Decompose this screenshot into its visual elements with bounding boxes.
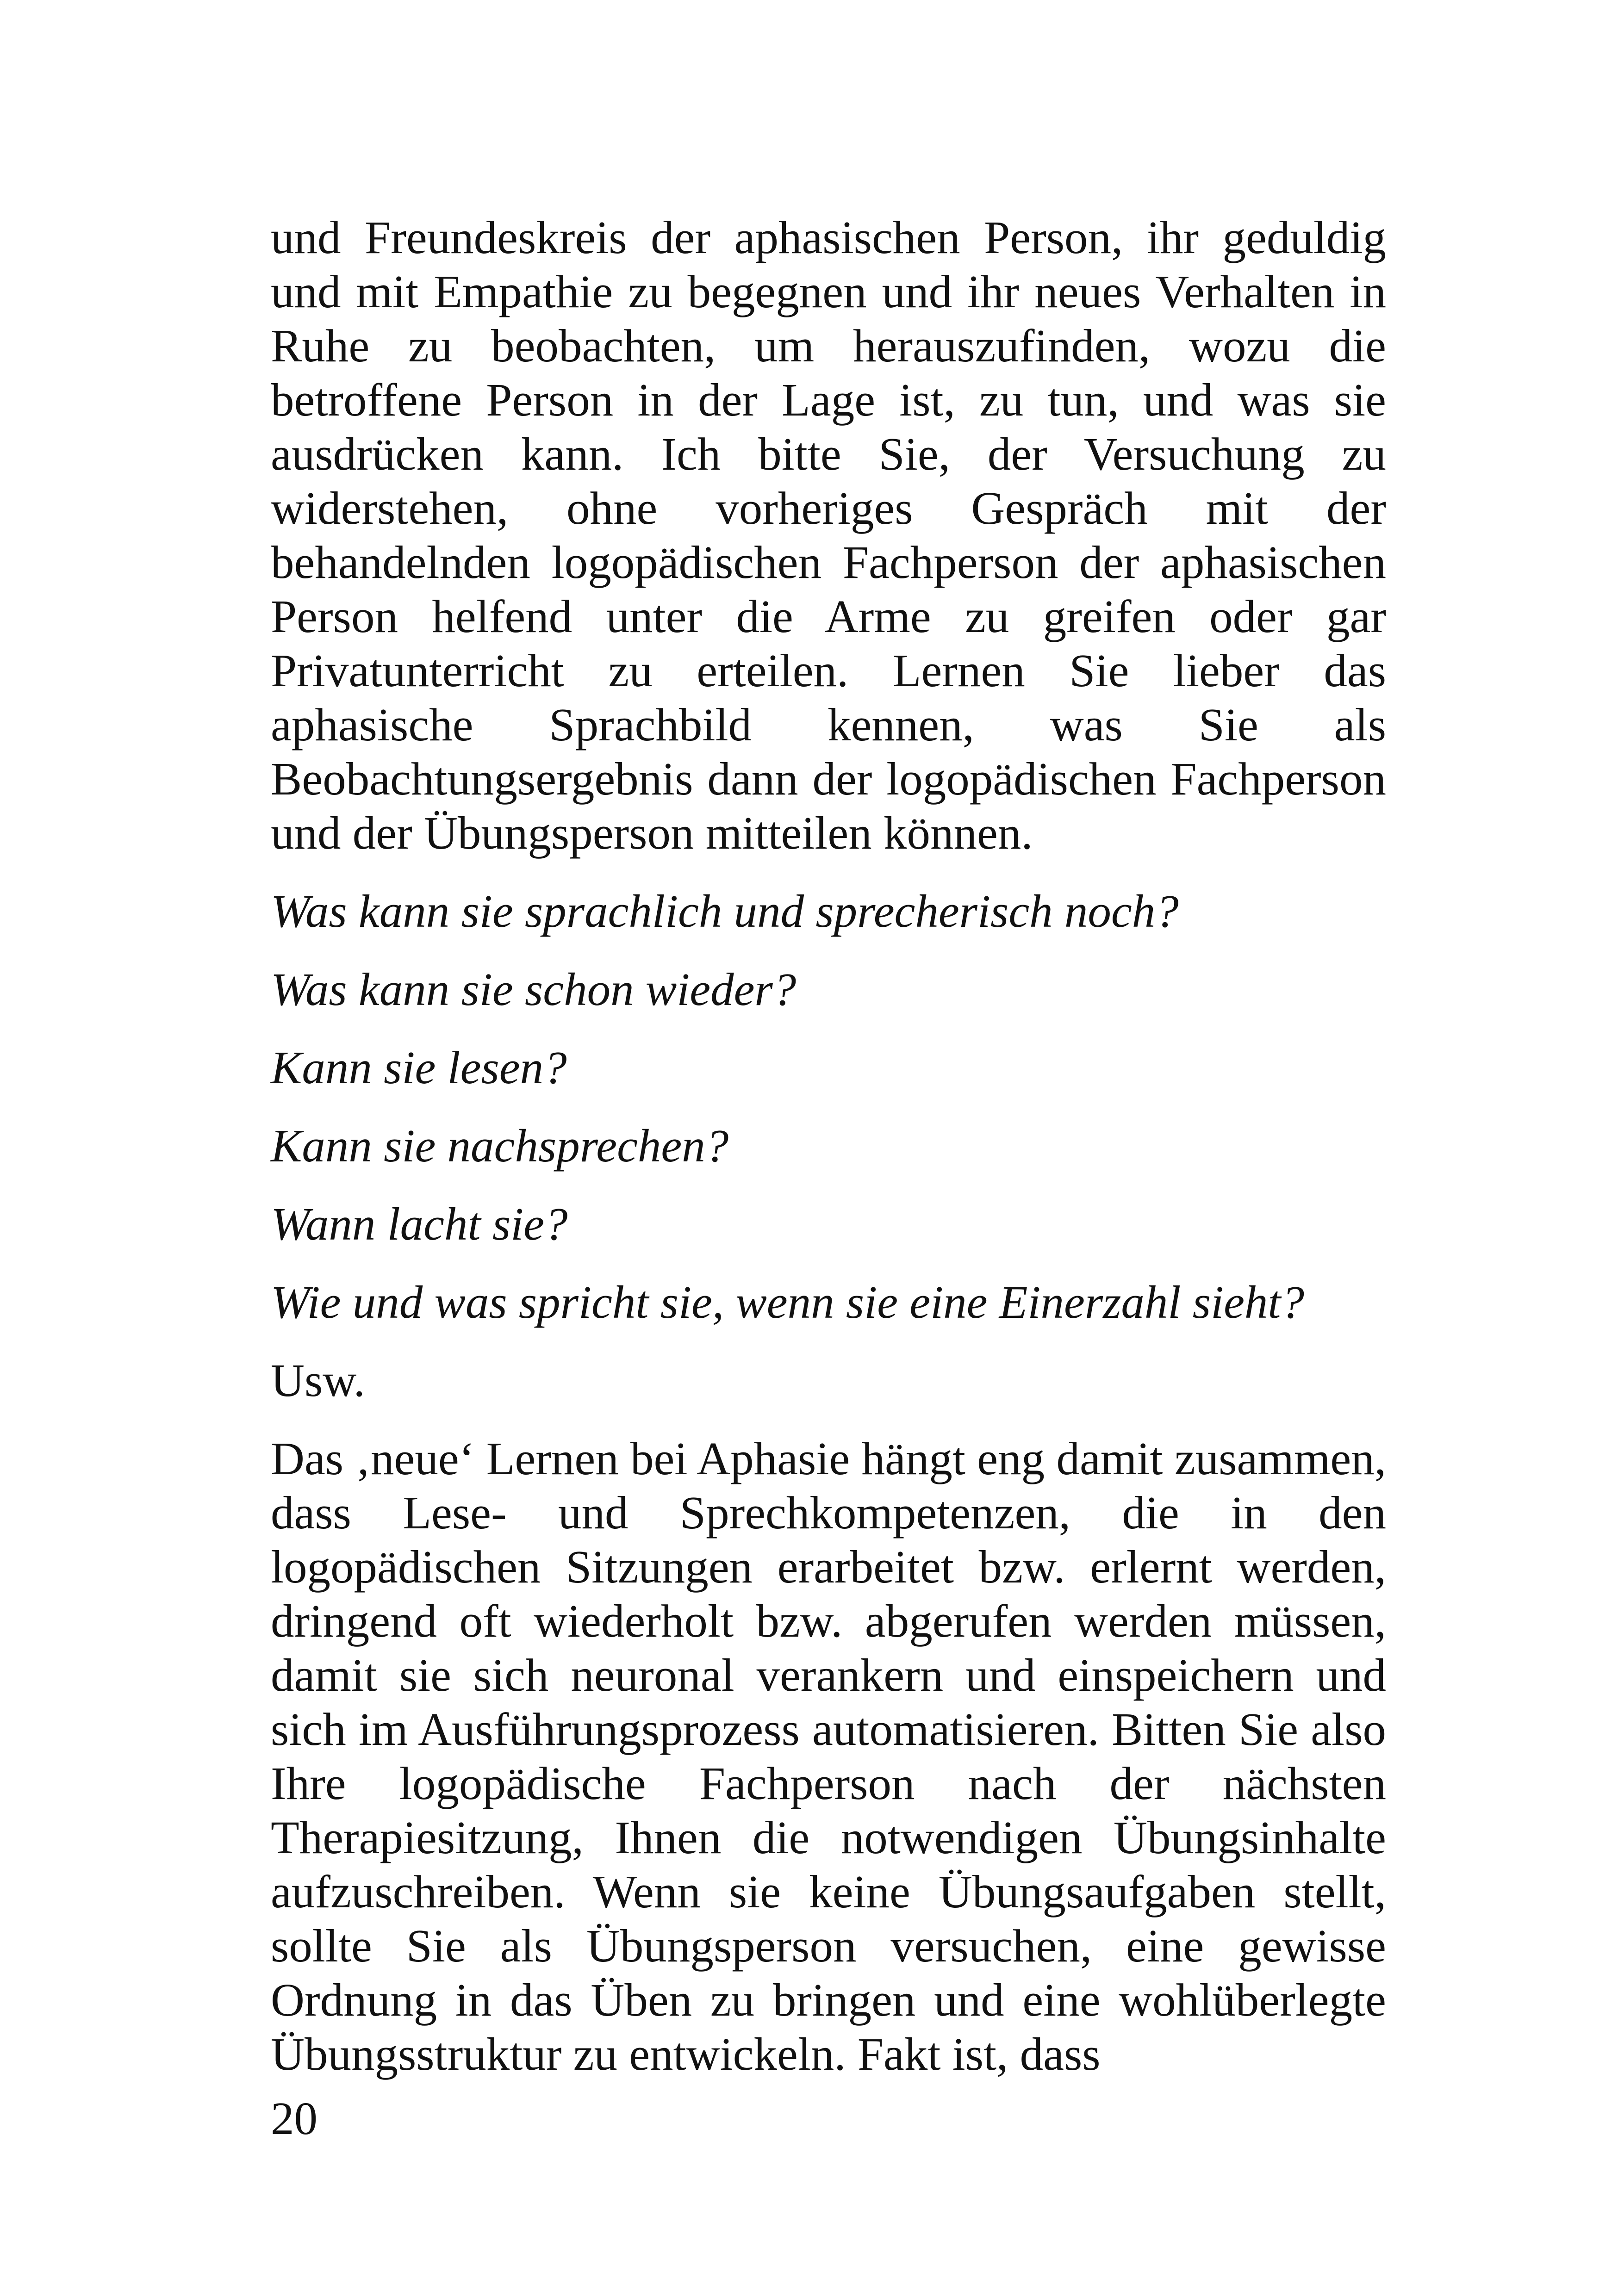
body-paragraph-2: Das ‚neue‘ Lernen bei Aphasie hängt eng damit zusammen, dass Lese- und Sprechkompetenzen, die in den logopädischen Sitzungen erarbeitet bzw. erlernt werden, dringend oft wiederholt bzw. abgerufen werden müssen, damit sie sich neuronal verankern und einspeichern und sich im Ausführungsprozess automatisieren. Bitten Sie also Ihre logopädische Fachperson nach der nächsten Therapiesitzung, Ihnen die notwendigen Übungsinhalte aufzuschreiben. Wenn sie keine Übungsaufgaben stellt, sollte Sie als Übungsperson versuchen, eine gewisse Ordnung in das Üben zu bringen und eine wohlüberlegte Übungsstruktur zu entwickeln. Fakt ist, dass xyxy=(271,1433,1386,2080)
question-2: Was kann sie schon wieder? xyxy=(271,963,797,1015)
body-paragraph-1: und Freundeskreis der aphasischen Person, ihr geduldig und mit Empathie zu begegnen und ihr neues Verhalten in Ruhe zu beobachten, um herauszufinden, wozu die betroffene Person in der Lage ist, zu tun, und was sie ausdrücken kann. Ich bitte Sie, der Versuchung zu widerstehen, ohne vorheriges Gespräch mit der behandelnden logopädischen Fachperson der aphasischen Person helfend unter die Arme zu greifen oder gar Privatunterricht zu erteilen. Lernen Sie lieber das aphasische Sprachbild kennen, was Sie als Beobachtungsergebnis dann der logopädischen Fachperson und der Übungsperson mitteilen können. xyxy=(271,211,1386,859)
page-number: 20 xyxy=(271,2092,317,2144)
usw-text: Usw. xyxy=(271,1354,365,1406)
question-5: Wann lacht sie? xyxy=(271,1198,568,1250)
page-body xyxy=(271,211,1386,2081)
question-3: Kann sie lesen? xyxy=(271,1042,567,1093)
question-6: Wie und was spricht sie, wenn sie eine Einerzahl sieht? xyxy=(271,1276,1304,1328)
question-1: Was kann sie sprachlich und sprecherisch noch? xyxy=(271,885,1179,937)
question-4: Kann sie nachsprechen? xyxy=(271,1120,729,1172)
